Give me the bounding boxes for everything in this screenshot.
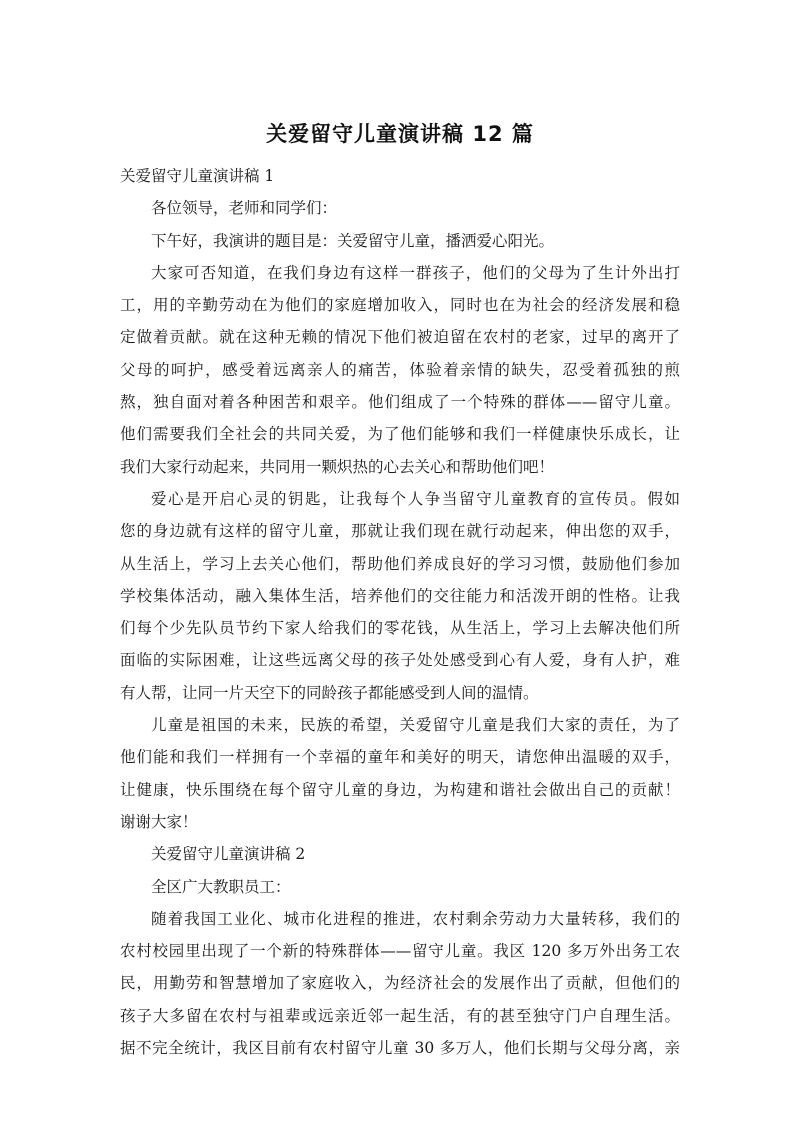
text-line: 父母的呵护，感受着远离亲人的痛苦，体验着亲情的缺失，忍受着孤独的煎 — [120, 360, 680, 379]
text-line: 儿童是祖国的未来，民族的希望，关爱留守儿童是我们大家的责任，为了 — [151, 716, 680, 735]
text-line: 关爱留守儿童演讲稿 2 — [151, 845, 306, 864]
text-line: 关爱留守儿童演讲稿 1 — [120, 167, 275, 185]
text-line: 全区广大教职员工： — [151, 877, 291, 896]
text-line: 我们大家行动起来，共同用一颗炽热的心去关心和帮助他们吧！ — [120, 457, 555, 476]
text-line: 他们能和我们一样拥有一个幸福的童年和美好的明天，请您伸出温暖的双手， — [120, 748, 680, 767]
text-line: 定做着贡献。就在这种无赖的情况下他们被迫留在农村的老家，过早的离开了 — [120, 328, 680, 347]
text-line: 面临的实际困难，让这些远离父母的孩子处处感受到心有人爱，身有人护，难 — [120, 651, 680, 670]
text-line: 大家可否知道，在我们身边有这样一群孩子，他们的父母为了生计外出打 — [151, 263, 680, 282]
text-line: 农村校园里出现了一个新的特殊群体——留守儿童。我区 120 多万外出务工农 — [120, 942, 680, 961]
text-line: 从生活上，学习上去关心他们，帮助他们养成良好的学习习惯，鼓励他们参加 — [120, 554, 680, 573]
text-line: 工，用的辛勤劳动在为他们的家庭增加收入，同时也在为社会的经济发展和稳 — [120, 296, 680, 315]
text-line: 让健康，快乐围绕在每个留守儿童的身边，为构建和谐社会做出自己的贡献！ — [120, 780, 680, 799]
text-line: 民，用勤劳和智慧增加了家庭收入，为经济社会的发展作出了贡献，但他们的 — [120, 974, 680, 993]
document-body — [120, 160, 680, 1064]
text-line: 各位领导，老师和同学们： — [151, 199, 338, 218]
text-line: 熬，独自面对着各种困苦和艰辛。他们组成了一个特殊的群体——留守儿童。 — [120, 393, 680, 412]
text-line: 有人帮，让同一片天空下的同龄孩子都能感受到人间的温情。 — [120, 683, 539, 702]
text-line: 下午好，我演讲的题目是：关爱留守儿童，播洒爱心阳光。 — [151, 231, 555, 250]
text-line: 爱心是开启心灵的钥匙，让我每个人争当留守儿童教育的宣传员。假如 — [151, 489, 680, 508]
text-line: 他们需要我们全社会的共同关爱，为了他们能够和我们一样健康快乐成长，让 — [120, 425, 680, 444]
text-line: 据不完全统计，我区目前有农村留守儿童 30 多万人，他们长期与父母分离，亲 — [120, 1039, 680, 1058]
text-line: 孩子大多留在农村与祖辈或远亲近邻一起生活，有的甚至独守门户自理生活。 — [120, 1006, 680, 1025]
text-line: 随着我国工业化、城市化进程的推进，农村剩余劳动力大量转移，我们的 — [151, 909, 680, 928]
text-line: 您的身边就有这样的留守儿童，那就让我们现在就行动起来，伸出您的双手， — [120, 522, 680, 541]
text-line: 们每个少先队员节约下家人给我们的零花钱，从生活上，学习上去解决他们所 — [120, 619, 680, 638]
text-line: 学校集体活动，融入集体生活，培养他们的交往能力和活泼开朗的性格。让我 — [120, 586, 680, 605]
text-line: 谢谢大家！ — [120, 812, 198, 831]
document-title: 关爱留守儿童演讲稿 12 篇 — [266, 122, 534, 146]
